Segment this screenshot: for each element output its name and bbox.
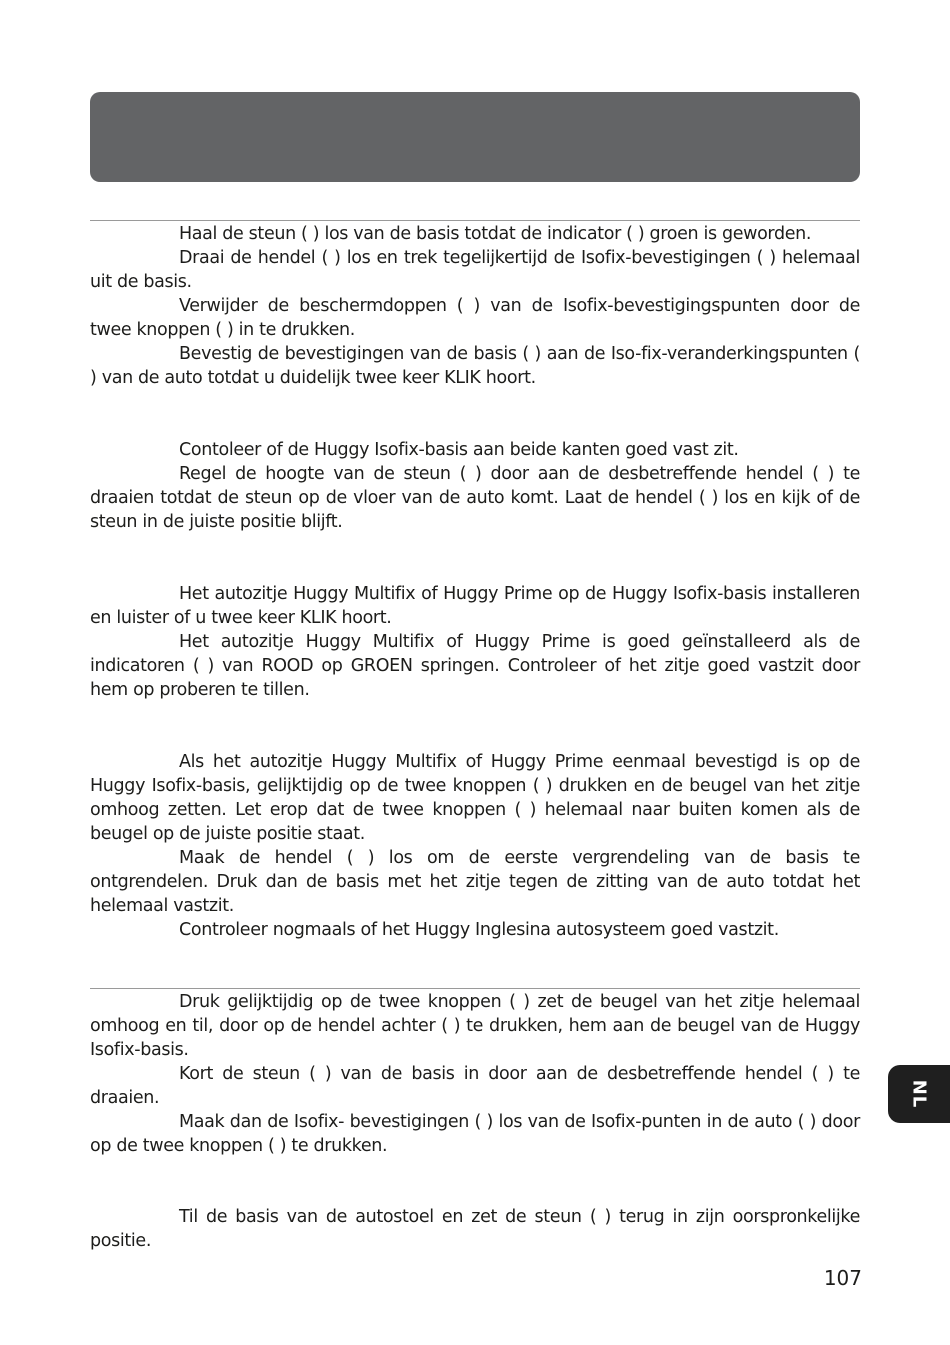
paragraph: Bevestig de bevestigingen van de basis ( ) aan de Iso-fix-veranderkingspunten ( ) van de auto totdat u duidelijk twee keer KLIK hoort. bbox=[90, 344, 860, 388]
section-seat-installation bbox=[90, 582, 860, 702]
paragraph: Contoleer of de Huggy Isofix-basis aan beide kanten goed vast zit. bbox=[179, 440, 739, 460]
paragraph: Maak dan de Isofix- bevestigingen ( ) los van de Isofix-punten in de auto ( ) door op de twee knoppen ( ) te drukken. bbox=[90, 1112, 860, 1156]
paragraph: Kort de steun ( ) van de basis in door aan de desbetreffende hendel ( ) te draaien. bbox=[90, 1064, 860, 1108]
section-divider bbox=[90, 220, 860, 221]
section-removal bbox=[90, 990, 860, 1158]
paragraph: Druk gelijktijdig op de twee knoppen ( ) zet de beugel van het zitje helemaal omhoog en til, door op de hendel achter ( ) te drukken, hem aan de beugel van de Huggy Isofix-basis. bbox=[90, 992, 860, 1060]
paragraph: Maak de hendel ( ) los om de eerste vergrendeling van de basis te ontgrendelen. Druk dan de basis met het zitje tegen de zitting van de auto totdat het helemaal vastzit. bbox=[90, 848, 860, 916]
language-tab-label: NL bbox=[908, 1079, 930, 1109]
section-installation-base bbox=[90, 222, 860, 390]
paragraph: Het autozitje Huggy Multifix of Huggy Prime op de Huggy Isofix-basis installeren en luister of u twee keer KLIK hoort. bbox=[90, 584, 860, 628]
paragraph: Het autozitje Huggy Multifix of Huggy Prime is goed geïnstalleerd als de indicatoren ( ) van ROOD op GROEN springen. Controleer of het zitje goed vastzit door hem op proberen te tillen. bbox=[90, 632, 860, 700]
paragraph: Regel de hoogte van de steun ( ) door aan de desbetreffende hendel ( ) te draaien totdat de steun op de vloer van de auto komt. Laat de hendel ( ) los en kijk of de steun in de juiste positie blijft. bbox=[90, 464, 860, 532]
section-support-adjustment bbox=[90, 438, 860, 534]
header-bar bbox=[90, 92, 860, 182]
section-divider bbox=[90, 988, 860, 989]
section-final-step bbox=[90, 1205, 860, 1253]
paragraph: Controleer nogmaals of het Huggy Inglesina autosysteem goed vastzit. bbox=[179, 920, 779, 940]
page-number: 107 bbox=[823, 1266, 862, 1290]
paragraph: Verwijder de beschermdoppen ( ) van de Isofix-bevestigingspunten door de twee knoppen ( ) in te drukken. bbox=[90, 296, 860, 340]
section-handle-positioning bbox=[90, 750, 860, 942]
language-tab bbox=[888, 1065, 950, 1123]
paragraph: Draai de hendel ( ) los en trek tegelijkertijd de Isofix-bevestigingen ( ) helemaal uit de basis. bbox=[90, 248, 860, 292]
paragraph: Als het autozitje Huggy Multifix of Huggy Prime eenmaal bevestigd is op de Huggy Isofix-basis, gelijktijdig op de twee knoppen ( ) drukken en de beugel van het zitje omhoog zetten. Let erop dat de twee knoppen ( ) helemaal naar buiten komen als de beugel op de juiste positie staat. bbox=[90, 752, 860, 844]
paragraph: Til de basis van de autostoel en zet de steun ( ) terug in zijn oorspronkelijke positie. bbox=[90, 1207, 860, 1251]
paragraph: Haal de steun ( ) los van de basis totdat de indicator ( ) groen is geworden. bbox=[179, 224, 812, 244]
